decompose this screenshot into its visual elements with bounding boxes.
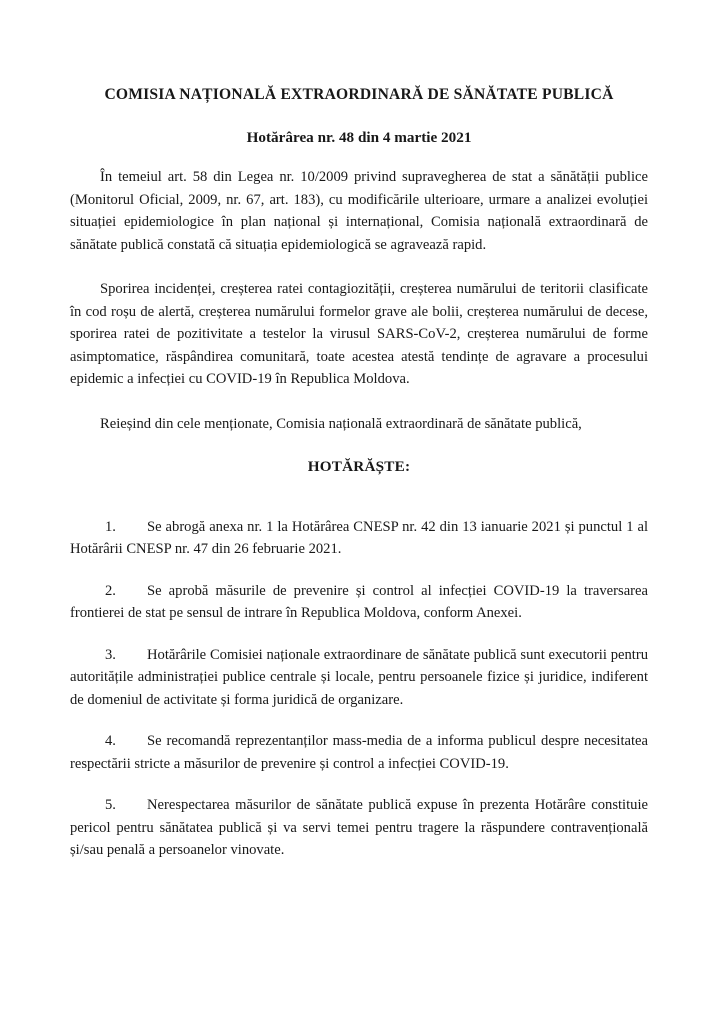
decision-heading: HOTĂRĂȘTE: — [307, 458, 411, 475]
document-subtitle: Hotărârea nr. 48 din 4 martie 2021 — [246, 128, 472, 146]
item-1-number: 1. — [105, 518, 116, 535]
item-3-number: 3. — [105, 646, 116, 663]
paragraph-preamble-closing: Reieșind din cele menționate, Comisia națională extraordinară de sănătate publică, — [100, 415, 582, 432]
paragraph-legal-basis: În temeiul art. 58 din Legea nr. 10/2009 privind supravegherea de stat a sănătății publice (Monitorul Oficial, 2009, nr. 67, art. 183), cu modificările ulterioare, urmare a analizei evoluției situației epidemiologice în plan național și internațional, Comisia națională extraordinară de sănătate publică constată că situația epidemiologică se agravează rapid. — [70, 169, 648, 253]
decision-item-1 — [70, 516, 648, 561]
document-title: COMISIA NAȚIONALĂ EXTRAORDINARĂ DE SĂNĂTATE PUBLICĂ — [104, 86, 614, 103]
item-3-text: Hotărârile Comisiei naționale extraordinare de sănătate publică sunt executorii pentru autoritățile administrației publice centrale și locale, pentru persoanele fizice și juridice, indiferent de domeniul de activitate și forma juridică de organizare. — [70, 646, 648, 708]
item-2-text: Se aprobă măsurile de prevenire și control al infecției COVID-19 la traversarea frontierei de stat pe sensul de intrare în Republica Moldova, conform Anexei. — [70, 582, 648, 621]
item-5-text: Nerespectarea măsurilor de sănătate publică expuse în prezenta Hotărâre constituie pericol pentru sănătatea publică și va servi temei pentru tragere la răspundere contravențională și/sau penală a persoanelor vinovate. — [70, 797, 648, 858]
decision-item-2 — [70, 580, 648, 625]
item-4-text: Se recomandă reprezentanților mass-media de a informa publicul despre necesitatea respectării stricte a măsurilor de prevenire și control a infecției COVID-19. — [70, 733, 648, 772]
paragraph-epidemic-situation: Sporirea incidenței, creșterea ratei contagiozității, creșterea numărului de teritorii clasificate în cod roșu de alertă, creșterea numărului formelor grave ale bolii, creșterea numărului de decese, sporirea ratei de pozitivitate a testelor la virusul SARS-CoV-2, creșterea numărului de forme asimptomatice, răspândirea comunitară, toate acestea atestă tendințe de agravare a procesului epidemic a infecției cu COVID-19 în Republica Moldova. — [70, 281, 648, 387]
decision-item-5 — [70, 794, 648, 862]
decision-item-4 — [70, 730, 648, 775]
item-4-number: 4. — [105, 733, 116, 749]
decision-item-3 — [70, 644, 648, 712]
item-5-number: 5. — [105, 797, 116, 813]
item-1-text: Se abrogă anexa nr. 1 la Hotărârea CNESP nr. 42 din 13 ianuarie 2021 și punctul 1 al Hotărârii CNESP nr. 47 din 26 februarie 2021. — [70, 518, 648, 557]
item-2-number: 2. — [105, 582, 116, 599]
